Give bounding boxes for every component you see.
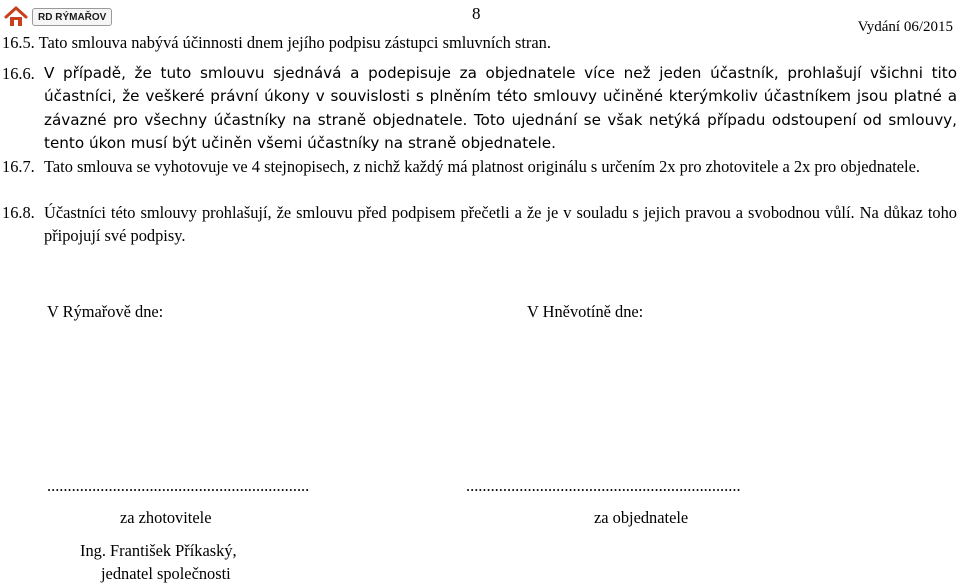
clause-text: Účastníci této smlouvy prohlašují, že smlouvu před podpisem přečetli a že je v souladu s jejich pravou a svobodnou vůlí. Na důkaz toho připojují své podpisy. [44, 203, 957, 246]
clause-16-5 [2, 33, 551, 53]
left-signature-line: ................................................................ [47, 476, 310, 495]
clause-number: 16.7. [2, 157, 35, 176]
clause-16-6 [2, 62, 957, 155]
clause-text: Tato smlouva se vyhotovuje ve 4 stejnopisech, z nichž každý má platnost originálu s určením 2x pro zhotovitele a 2x pro objednatele. [44, 157, 920, 176]
clause-number: 16.6. [2, 64, 35, 83]
page-number: 8 [472, 4, 481, 23]
clause-number: 16.5. [2, 33, 35, 52]
right-signature-line: ................................................................... [466, 476, 741, 495]
clause-text: Tato smlouva nabývá účinnosti dnem jejího podpisu zástupci smluvních stran. [38, 33, 551, 52]
logo-text: RD RÝMAŘOV [32, 8, 112, 26]
right-place-date: V Hněvotíně dne: [527, 302, 644, 321]
clause-16-8 [2, 201, 957, 248]
clause-text: V případě, že tuto smlouvu sjednává a podepisuje za objednatele více než jeden účastník, prohlašují všichni tito účastníci, že veškeré právní úkony v souvislosti s plněním této smlouvy učiněné kterýmkoliv účastníkem jsou platné a závazné pro všechny účastníky na straně objednatele. Toto ujednání se však netýká případu odstoupení od smlouvy, tento úkon musí být učiněn všemi účastníky na straně objednatele. [44, 64, 957, 152]
house-icon [4, 5, 28, 29]
right-role: za objednatele [594, 508, 689, 527]
left-place-date: V Rýmařově dne: [47, 302, 164, 321]
issue-label: Vydání 06/2015 [857, 19, 953, 35]
clause-number: 16.8. [2, 203, 35, 222]
company-logo [2, 3, 110, 31]
clause-16-7 [2, 155, 957, 178]
left-role: za zhotovitele [120, 508, 212, 527]
signatory-title: jednatel společnosti [101, 564, 231, 583]
signatory-name: Ing. František Příkaský, [80, 541, 237, 560]
